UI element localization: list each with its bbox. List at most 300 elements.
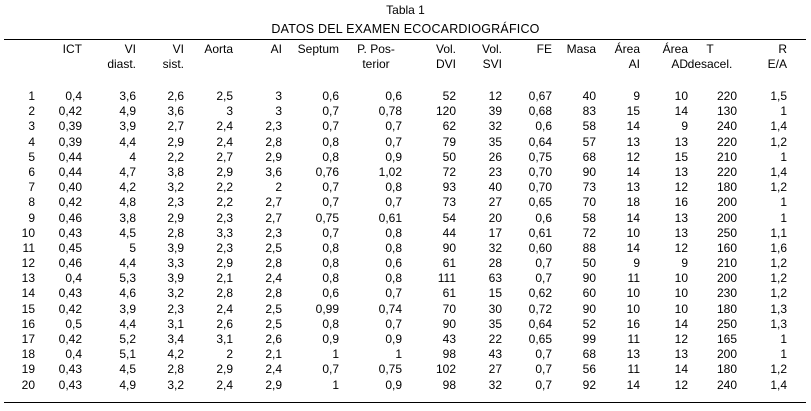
cell-ict: 0,46 xyxy=(58,256,82,271)
cell-n: 13 xyxy=(21,271,35,286)
cell-r-ea: 1 xyxy=(780,195,787,210)
cell-vi-sist: 2,3 xyxy=(167,301,184,316)
cell-septum: 0,7 xyxy=(322,195,339,210)
table-row xyxy=(0,211,811,226)
column-header-vol-dvi xyxy=(416,42,456,72)
cell-ict: 0,43 xyxy=(58,286,82,301)
cell-masa: 90 xyxy=(582,301,596,316)
cell-t-desacel: 220 xyxy=(716,134,737,149)
cell-ai: 2,7 xyxy=(265,210,282,225)
cell-area-ai: 13 xyxy=(626,180,640,195)
cell-vi-diast: 4,6 xyxy=(119,286,136,301)
cell-vi-sist: 2,9 xyxy=(167,134,184,149)
cell-n: 5 xyxy=(28,149,35,164)
cell-ict: 0,40 xyxy=(58,180,82,195)
cell-vol-svi: 35 xyxy=(488,316,502,331)
cell-t-desacel: 220 xyxy=(716,89,737,103)
cell-t-desacel: 200 xyxy=(716,210,737,225)
cell-fe: 0,7 xyxy=(535,347,552,362)
cell-p-posterior: 1 xyxy=(395,347,402,362)
cell-n: 11 xyxy=(22,240,35,255)
cell-vol-dvi: 102 xyxy=(435,362,456,377)
cell-ai: 2,8 xyxy=(265,134,282,149)
cell-septum: 0,7 xyxy=(322,180,339,195)
cell-p-posterior: 0,75 xyxy=(378,362,402,377)
cell-vol-svi: 32 xyxy=(488,240,502,255)
column-header-line: Área xyxy=(662,42,688,56)
table-bottom-rule xyxy=(4,402,806,403)
cell-vol-dvi: 98 xyxy=(442,347,456,362)
cell-vol-svi: 27 xyxy=(488,362,502,377)
column-header-masa xyxy=(546,42,596,57)
cell-n: 20 xyxy=(21,377,35,392)
cell-area-ai: 16 xyxy=(626,316,640,331)
table-top-rule xyxy=(4,39,806,40)
cell-r-ea: 1,4 xyxy=(770,164,787,179)
column-header-line: Área xyxy=(614,42,640,56)
cell-ai: 2,3 xyxy=(265,119,282,134)
cell-area-ad: 14 xyxy=(674,362,688,377)
cell-p-posterior: 0,7 xyxy=(385,195,402,210)
column-header-aorta xyxy=(183,42,233,57)
cell-area-ad: 13 xyxy=(674,164,688,179)
cell-septum: 0,6 xyxy=(322,89,339,103)
cell-masa: 88 xyxy=(582,240,596,255)
cell-vi-sist: 2,8 xyxy=(167,225,184,240)
column-header-line: desacel. xyxy=(687,57,733,71)
cell-vol-svi: 32 xyxy=(488,119,502,134)
column-header-line: SVI xyxy=(482,57,502,71)
cell-vi-sist: 3,9 xyxy=(167,271,184,286)
cell-n: 16 xyxy=(21,316,35,331)
column-header-line: Vol. xyxy=(435,42,456,56)
cell-n: 8 xyxy=(28,195,35,210)
cell-area-ad: 16 xyxy=(674,195,688,210)
cell-area-ai: 10 xyxy=(626,301,640,316)
cell-vol-svi: 20 xyxy=(488,210,502,225)
cell-masa: 68 xyxy=(582,149,596,164)
table-row xyxy=(0,332,811,347)
cell-aorta: 2,4 xyxy=(216,119,233,134)
cell-vol-dvi: 79 xyxy=(442,134,456,149)
cell-p-posterior: 0,8 xyxy=(385,271,402,286)
cell-septum: 0,7 xyxy=(322,225,339,240)
cell-aorta: 2,9 xyxy=(216,362,233,377)
cell-vi-diast: 4,9 xyxy=(119,377,136,392)
cell-fe: 0,7 xyxy=(535,377,552,392)
cell-masa: 70 xyxy=(582,195,596,210)
cell-ai: 3 xyxy=(275,89,282,103)
cell-fe: 0,7 xyxy=(535,362,552,377)
cell-vi-sist: 2,6 xyxy=(167,89,184,103)
table-row xyxy=(0,347,811,362)
cell-vi-diast: 5,3 xyxy=(119,271,136,286)
cell-aorta: 2,5 xyxy=(216,89,233,103)
cell-n: 9 xyxy=(28,210,35,225)
column-header-ai xyxy=(242,42,282,57)
table-row xyxy=(0,135,811,150)
cell-septum: 0,9 xyxy=(322,332,339,346)
column-header-vol-svi xyxy=(462,42,502,72)
cell-area-ai: 14 xyxy=(626,164,640,179)
cell-vi-diast: 3,8 xyxy=(119,210,136,225)
cell-r-ea: 1,3 xyxy=(770,316,787,331)
cell-vol-dvi: 44 xyxy=(442,225,456,240)
cell-masa: 40 xyxy=(582,89,596,103)
cell-area-ai: 14 xyxy=(626,377,640,392)
cell-area-ai: 9 xyxy=(633,89,640,103)
cell-p-posterior: 0,6 xyxy=(385,256,402,271)
cell-p-posterior: 0,61 xyxy=(378,210,402,225)
cell-masa: 58 xyxy=(582,119,596,134)
cell-p-posterior: 0,8 xyxy=(385,180,402,195)
column-header-line: VI xyxy=(172,42,184,56)
cell-aorta: 2,1 xyxy=(216,271,233,286)
cell-n: 10 xyxy=(21,225,35,240)
cell-ai: 3 xyxy=(275,104,282,119)
table-title: DATOS DEL EXAMEN ECOCARDIOGRÁFICO xyxy=(271,22,540,36)
cell-p-posterior: 0,74 xyxy=(378,301,402,316)
cell-masa: 92 xyxy=(582,377,596,392)
cell-vi-sist: 3,2 xyxy=(167,377,184,392)
cell-vi-sist: 2,7 xyxy=(167,119,184,134)
cell-aorta: 2,6 xyxy=(216,316,233,331)
cell-vi-diast: 4,9 xyxy=(119,104,136,119)
cell-septum: 0,8 xyxy=(322,271,339,286)
cell-ict: 0,42 xyxy=(58,332,82,346)
cell-ai: 2,5 xyxy=(265,301,282,316)
cell-vol-svi: 15 xyxy=(488,286,502,301)
column-header-line: FE xyxy=(536,42,552,56)
cell-fe: 0,7 xyxy=(535,271,552,286)
cell-masa: 83 xyxy=(582,104,596,119)
cell-ai: 2,5 xyxy=(265,316,282,331)
cell-t-desacel: 160 xyxy=(716,240,737,255)
cell-ict: 0,42 xyxy=(58,301,82,316)
cell-area-ai: 9 xyxy=(633,256,640,271)
column-header-line: AI xyxy=(628,57,640,71)
cell-p-posterior: 1,02 xyxy=(378,164,402,179)
cell-aorta: 3,3 xyxy=(216,225,233,240)
cell-ai: 2,1 xyxy=(265,347,282,362)
column-header-vi-sist xyxy=(144,42,184,72)
cell-r-ea: 1,3 xyxy=(770,301,787,316)
cell-vol-svi: 12 xyxy=(488,89,502,103)
cell-vol-svi: 40 xyxy=(488,180,502,195)
cell-ict: 0,42 xyxy=(58,195,82,210)
cell-masa: 90 xyxy=(582,164,596,179)
cell-vol-svi: 32 xyxy=(488,377,502,392)
cell-aorta: 2 xyxy=(226,347,233,362)
cell-vol-dvi: 54 xyxy=(442,210,456,225)
table-row xyxy=(0,226,811,241)
cell-masa: 99 xyxy=(582,332,596,346)
cell-t-desacel: 130 xyxy=(716,104,737,119)
cell-fe: 0,67 xyxy=(528,89,552,103)
column-header-line: sist. xyxy=(162,57,184,71)
column-header-line: T xyxy=(706,42,714,56)
cell-n: 19 xyxy=(21,362,35,377)
cell-vol-svi: 35 xyxy=(488,134,502,149)
cell-masa: 57 xyxy=(582,134,596,149)
cell-vol-svi: 22 xyxy=(488,332,502,346)
cell-n: 1 xyxy=(28,89,35,103)
cell-r-ea: 1 xyxy=(780,332,787,346)
table-row xyxy=(0,165,811,180)
cell-p-posterior: 0,78 xyxy=(378,104,402,119)
cell-vi-diast: 5,2 xyxy=(119,332,136,346)
cell-vol-dvi: 73 xyxy=(442,195,456,210)
cell-ai: 2,8 xyxy=(265,256,282,271)
cell-vol-dvi: 111 xyxy=(437,271,456,286)
cell-t-desacel: 240 xyxy=(716,377,737,392)
cell-t-desacel: 250 xyxy=(716,225,737,240)
cell-r-ea: 1,2 xyxy=(770,362,787,377)
cell-r-ea: 1 xyxy=(780,210,787,225)
cell-vol-dvi: 120 xyxy=(435,104,456,119)
cell-masa: 73 xyxy=(582,180,596,195)
cell-n: 15 xyxy=(21,301,35,316)
cell-vi-diast: 3,9 xyxy=(119,301,136,316)
cell-vi-diast: 4,5 xyxy=(119,225,136,240)
cell-septum: 0,76 xyxy=(315,164,339,179)
cell-fe: 0,60 xyxy=(528,240,552,255)
column-header-p-posterior xyxy=(346,42,406,72)
cell-vi-diast: 4 xyxy=(129,149,136,164)
cell-area-ad: 15 xyxy=(674,149,688,164)
cell-vi-sist: 3,2 xyxy=(167,180,184,195)
cell-aorta: 2,3 xyxy=(216,210,233,225)
cell-vol-dvi: 50 xyxy=(442,149,456,164)
cell-ai: 2,3 xyxy=(265,225,282,240)
cell-masa: 50 xyxy=(582,256,596,271)
cell-vol-dvi: 52 xyxy=(442,89,456,103)
cell-r-ea: 1,4 xyxy=(770,377,787,392)
cell-area-ai: 11 xyxy=(627,271,640,286)
cell-fe: 0,68 xyxy=(528,104,552,119)
cell-p-posterior: 0,7 xyxy=(385,119,402,134)
cell-p-posterior: 0,7 xyxy=(385,286,402,301)
cell-vi-sist: 2,2 xyxy=(167,149,184,164)
cell-r-ea: 1,4 xyxy=(770,119,787,134)
cell-t-desacel: 180 xyxy=(716,301,737,316)
cell-t-desacel: 200 xyxy=(716,195,737,210)
cell-septum: 0,99 xyxy=(315,301,339,316)
cell-aorta: 3 xyxy=(226,104,233,119)
cell-aorta: 2,4 xyxy=(216,134,233,149)
cell-area-ad: 14 xyxy=(674,104,688,119)
cell-fe: 0,64 xyxy=(528,134,552,149)
cell-n: 2 xyxy=(28,104,35,119)
column-header-line: AI xyxy=(270,42,282,56)
cell-ict: 0,39 xyxy=(58,134,82,149)
column-header-line: diast. xyxy=(107,57,136,71)
cell-vol-dvi: 93 xyxy=(442,180,456,195)
cell-vol-svi: 39 xyxy=(488,104,502,119)
cell-p-posterior: 0,9 xyxy=(385,332,402,346)
cell-n: 3 xyxy=(28,119,35,134)
cell-r-ea: 1,1 xyxy=(770,225,787,240)
table-row xyxy=(0,241,811,256)
cell-t-desacel: 250 xyxy=(716,316,737,331)
column-header-line: DVI xyxy=(435,57,456,71)
table-row xyxy=(0,195,811,210)
cell-area-ai: 12 xyxy=(626,149,640,164)
cell-r-ea: 1,6 xyxy=(770,240,787,255)
table-row xyxy=(0,180,811,195)
table-header xyxy=(0,42,811,76)
cell-p-posterior: 0,6 xyxy=(385,89,402,103)
cell-area-ai: 14 xyxy=(626,119,640,134)
cell-n: 14 xyxy=(21,286,35,301)
cell-area-ai: 14 xyxy=(626,210,640,225)
cell-area-ad: 12 xyxy=(674,377,688,392)
cell-vi-diast: 4,4 xyxy=(119,256,136,271)
cell-vol-dvi: 98 xyxy=(442,377,456,392)
cell-ai: 2,7 xyxy=(265,195,282,210)
cell-septum: 0,7 xyxy=(322,362,339,377)
cell-p-posterior: 0,9 xyxy=(385,149,402,164)
cell-r-ea: 1 xyxy=(780,149,787,164)
cell-aorta: 2,4 xyxy=(216,377,233,392)
cell-septum: 0,7 xyxy=(322,119,339,134)
cell-masa: 52 xyxy=(582,316,596,331)
cell-area-ai: 13 xyxy=(626,134,640,149)
cell-vi-diast: 4,7 xyxy=(119,164,136,179)
cell-p-posterior: 0,7 xyxy=(385,134,402,149)
column-header-area-ai xyxy=(600,42,640,72)
cell-area-ai: 11 xyxy=(627,362,640,377)
cell-area-ad: 13 xyxy=(674,134,688,149)
cell-n: 18 xyxy=(21,347,35,362)
cell-area-ad: 13 xyxy=(674,210,688,225)
cell-vi-diast: 4,4 xyxy=(119,134,136,149)
cell-ict: 0,46 xyxy=(58,210,82,225)
cell-vol-svi: 27 xyxy=(488,195,502,210)
column-header-vi-diast xyxy=(86,42,136,72)
cell-vi-diast: 4,2 xyxy=(119,180,136,195)
column-header-line: E/A xyxy=(767,57,787,71)
cell-vi-sist: 2,9 xyxy=(167,210,184,225)
column-header-line: terior xyxy=(362,57,390,71)
cell-n: 6 xyxy=(28,164,35,179)
cell-septum: 0,8 xyxy=(322,240,339,255)
cell-vi-diast: 3,9 xyxy=(119,119,136,134)
cell-r-ea: 1,5 xyxy=(770,89,787,103)
cell-vol-dvi: 43 xyxy=(442,332,456,346)
cell-vi-sist: 3,8 xyxy=(167,164,184,179)
cell-area-ad: 12 xyxy=(674,332,688,346)
cell-vol-dvi: 61 xyxy=(442,286,456,301)
table-row xyxy=(0,378,811,393)
cell-area-ad: 13 xyxy=(674,347,688,362)
cell-t-desacel: 200 xyxy=(716,271,737,286)
cell-vol-dvi: 90 xyxy=(442,316,456,331)
table-row xyxy=(0,150,811,165)
cell-masa: 72 xyxy=(582,225,596,240)
cell-fe: 0,70 xyxy=(528,164,552,179)
cell-ai: 3,6 xyxy=(265,164,282,179)
cell-t-desacel: 220 xyxy=(716,164,737,179)
cell-r-ea: 1,2 xyxy=(770,256,787,271)
cell-fe: 0,6 xyxy=(535,119,552,134)
column-header-r-ea xyxy=(747,42,787,72)
cell-r-ea: 1,2 xyxy=(770,180,787,195)
cell-vol-svi: 30 xyxy=(488,301,502,316)
column-header-line: Vol. xyxy=(481,42,502,56)
cell-n: 4 xyxy=(28,134,35,149)
cell-masa: 90 xyxy=(582,271,596,286)
cell-aorta: 2,8 xyxy=(216,286,233,301)
cell-ai: 2 xyxy=(275,180,282,195)
cell-ict: 0,4 xyxy=(65,271,82,286)
table-row xyxy=(0,286,811,301)
cell-fe: 0,72 xyxy=(528,301,552,316)
cell-aorta: 2,7 xyxy=(216,149,233,164)
cell-septum: 0,8 xyxy=(322,316,339,331)
cell-ict: 0,4 xyxy=(65,89,82,103)
cell-vi-sist: 3,4 xyxy=(167,332,184,346)
cell-t-desacel: 240 xyxy=(716,119,737,134)
cell-area-ai: 10 xyxy=(626,225,640,240)
column-header-t-desacel xyxy=(679,42,741,72)
cell-area-ai: 10 xyxy=(626,286,640,301)
cell-vi-diast: 4,4 xyxy=(119,316,136,331)
table-row xyxy=(0,89,811,104)
cell-fe: 0,6 xyxy=(535,210,552,225)
cell-t-desacel: 230 xyxy=(716,286,737,301)
cell-area-ai: 14 xyxy=(626,240,640,255)
cell-septum: 0,7 xyxy=(322,104,339,119)
table-body xyxy=(0,89,811,393)
cell-ict: 0,4 xyxy=(65,347,82,362)
column-header-line: ICT xyxy=(62,42,82,56)
cell-septum: 0,8 xyxy=(322,149,339,164)
cell-vi-diast: 4,5 xyxy=(119,362,136,377)
cell-aorta: 2,2 xyxy=(216,180,233,195)
cell-area-ai: 13 xyxy=(626,347,640,362)
cell-septum: 0,8 xyxy=(322,256,339,271)
cell-vi-diast: 4,8 xyxy=(119,195,136,210)
cell-ict: 0,39 xyxy=(58,119,82,134)
table-row xyxy=(0,271,811,286)
cell-vi-sist: 3,1 xyxy=(167,316,184,331)
cell-vi-sist: 2,3 xyxy=(167,195,184,210)
cell-area-ad: 10 xyxy=(674,286,688,301)
cell-r-ea: 1,2 xyxy=(770,134,787,149)
cell-t-desacel: 180 xyxy=(716,362,737,377)
cell-aorta: 2,2 xyxy=(216,195,233,210)
column-header-line: Aorta xyxy=(204,42,233,56)
cell-aorta: 2,9 xyxy=(216,164,233,179)
cell-ai: 2,9 xyxy=(265,377,282,392)
cell-ict: 0,44 xyxy=(58,149,82,164)
cell-area-ad: 10 xyxy=(674,301,688,316)
column-header-line: Septum xyxy=(297,42,339,56)
cell-ict: 0,43 xyxy=(58,377,82,392)
cell-area-ad: 10 xyxy=(674,89,688,103)
cell-r-ea: 1,2 xyxy=(770,286,787,301)
table-row xyxy=(0,362,811,377)
cell-fe: 0,61 xyxy=(528,225,552,240)
cell-n: 7 xyxy=(28,180,35,195)
cell-vol-dvi: 70 xyxy=(442,301,456,316)
cell-fe: 0,75 xyxy=(528,149,552,164)
cell-vi-diast: 3,6 xyxy=(119,89,136,103)
cell-n: 12 xyxy=(21,256,35,271)
cell-vol-dvi: 72 xyxy=(442,164,456,179)
cell-vol-svi: 17 xyxy=(488,225,502,240)
